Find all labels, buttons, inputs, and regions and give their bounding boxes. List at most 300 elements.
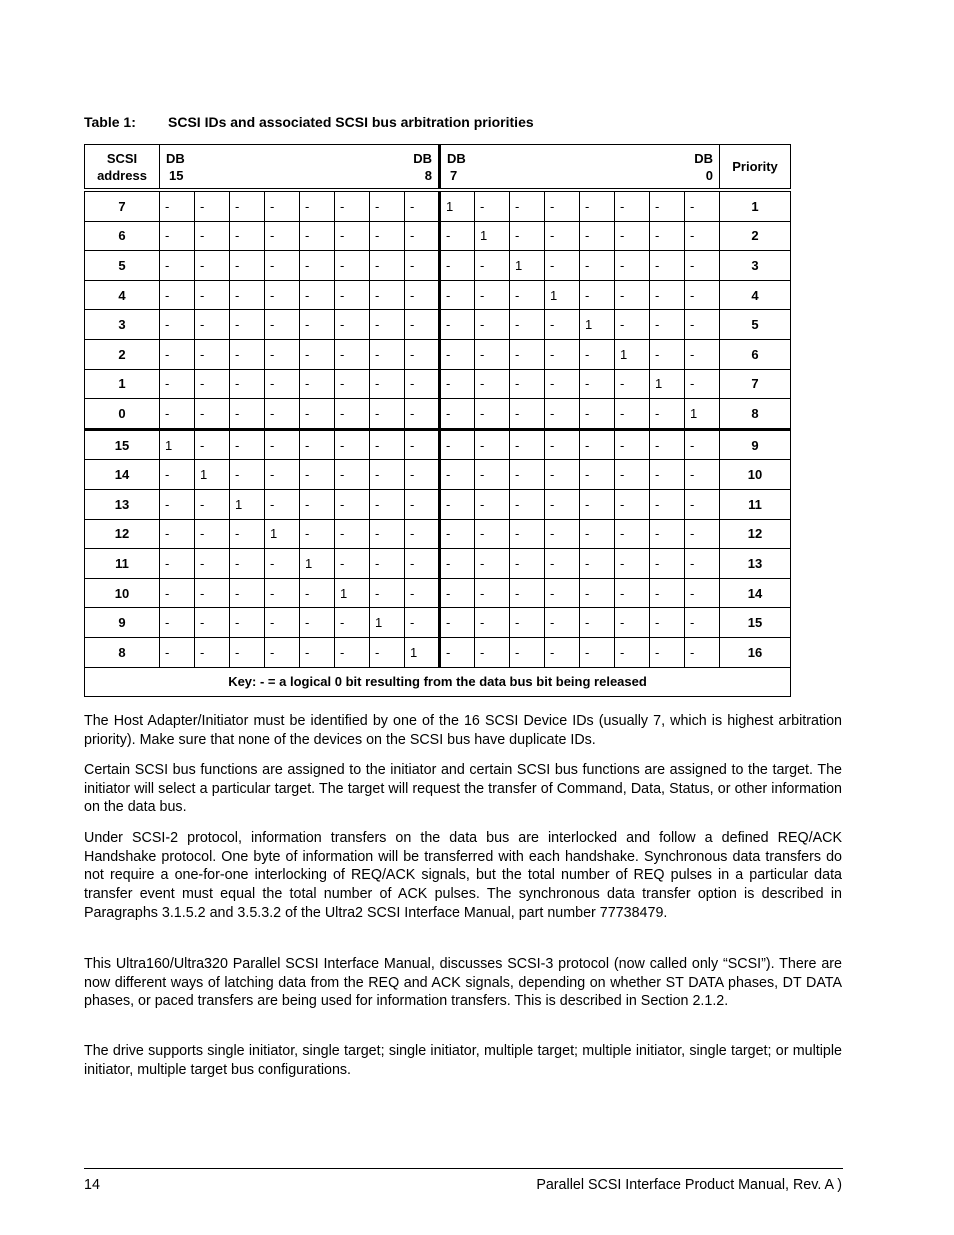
cell-bit-db14: -	[195, 221, 230, 251]
cell-bit-db12: -	[265, 460, 300, 490]
cell-bit-db14: -	[195, 429, 230, 460]
cell-priority: 10	[720, 460, 791, 490]
cell-bit-db4: -	[545, 519, 580, 549]
table-key-row	[85, 667, 791, 696]
cell-priority: 12	[720, 519, 791, 549]
cell-bit-db5: -	[510, 608, 545, 638]
table-body	[85, 190, 791, 667]
cell-bit-db14: -	[195, 489, 230, 519]
scsi-id-priority-table	[84, 144, 791, 697]
cell-bit-db10: -	[335, 399, 370, 430]
cell-bit-db7: -	[440, 578, 475, 608]
cell-bit-db0: -	[685, 578, 720, 608]
cell-bit-db0: -	[685, 280, 720, 310]
cell-bit-db9: -	[370, 429, 405, 460]
cell-priority: 4	[720, 280, 791, 310]
cell-bit-db9: -	[370, 369, 405, 399]
cell-bit-db14: -	[195, 578, 230, 608]
cell-bit-db2: -	[615, 460, 650, 490]
cell-priority: 1	[720, 190, 791, 221]
cell-bit-db12: -	[265, 280, 300, 310]
cell-bit-db9: -	[370, 310, 405, 340]
cell-bit-db9: -	[370, 251, 405, 281]
cell-bit-db14: -	[195, 369, 230, 399]
cell-bit-db6: 1	[475, 221, 510, 251]
cell-bit-db5: -	[510, 221, 545, 251]
cell-bit-db7: -	[440, 489, 475, 519]
cell-bit-db7: -	[440, 280, 475, 310]
cell-bit-db5: -	[510, 637, 545, 667]
cell-bit-db0: -	[685, 460, 720, 490]
cell-bit-db12: -	[265, 608, 300, 638]
cell-bit-db2: -	[615, 608, 650, 638]
cell-bit-db9: -	[370, 549, 405, 579]
cell-bit-db8: -	[405, 221, 440, 251]
cell-bit-db11: -	[300, 339, 335, 369]
cell-bit-db4: -	[545, 339, 580, 369]
cell-priority: 15	[720, 608, 791, 638]
cell-bit-db4: -	[545, 637, 580, 667]
cell-bit-db2: -	[615, 637, 650, 667]
cell-bit-db2: -	[615, 310, 650, 340]
table-header-row	[85, 145, 791, 191]
cell-bit-db8: -	[405, 429, 440, 460]
cell-bit-db4: -	[545, 310, 580, 340]
cell-bit-db3: -	[580, 549, 615, 579]
cell-bit-db12: -	[265, 549, 300, 579]
cell-bit-db6: -	[475, 637, 510, 667]
paragraph-bus-functions: Certain SCSI bus functions are assigned to the initiator and certain SCSI bus functions are assigned to the target. The initiator will select a particular target. The target will request the transfer of Command, Data, Status, or other information on the data bus.	[84, 762, 842, 816]
cell-bit-db9: -	[370, 578, 405, 608]
cell-bit-db0: -	[685, 339, 720, 369]
cell-bit-db6: -	[475, 489, 510, 519]
paragraph-bus-configurations: The drive supports single initiator, single target; single initiator, multiple target; multiple initiator, single target; or multiple initiator, multiple target bus configurations.	[84, 1043, 842, 1078]
cell-bit-db3: -	[580, 578, 615, 608]
cell-bit-db0: -	[685, 251, 720, 281]
cell-bit-db7: -	[440, 251, 475, 281]
cell-bit-db11: -	[300, 369, 335, 399]
cell-scsi-address: 10	[85, 578, 160, 608]
cell-bit-db0: -	[685, 637, 720, 667]
paragraph-scsi2-protocol: Under SCSI-2 protocol, information transfers on the data bus are interlocked and follow a defined REQ/ACK Handshake protocol. One byte of information will be transferred with each handshake. Synchronous data transfers do not require a one-for-one interlocking of REQ/ACK signals, but the total number of REQ pulses in a particular data transfer event must equal the total number of ACK pulses. The synchronous data transfer option is described in Paragraphs 3.1.5.2 and 3.5.3.2 of the Ultra2 SCSI Interface Manual, part number 77738479.	[84, 830, 842, 921]
cell-bit-db3: -	[580, 251, 615, 281]
cell-bit-db15: 1	[160, 429, 195, 460]
table-row	[85, 489, 791, 519]
cell-bit-db5: 1	[510, 251, 545, 281]
cell-bit-db14: -	[195, 190, 230, 221]
cell-bit-db5: -	[510, 429, 545, 460]
cell-priority: 2	[720, 221, 791, 251]
cell-priority: 9	[720, 429, 791, 460]
cell-bit-db3: -	[580, 608, 615, 638]
cell-bit-db3: -	[580, 190, 615, 221]
cell-bit-db12: -	[265, 637, 300, 667]
cell-bit-db8: -	[405, 399, 440, 430]
cell-bit-db1: -	[650, 399, 685, 430]
cell-bit-db0: -	[685, 190, 720, 221]
cell-bit-db3: -	[580, 460, 615, 490]
table-row	[85, 460, 791, 490]
cell-bit-db6: -	[475, 310, 510, 340]
cell-bit-db12: -	[265, 251, 300, 281]
cell-bit-db12: -	[265, 369, 300, 399]
header-db7-db0: DB 7 DB 0	[440, 145, 720, 191]
cell-bit-db15: -	[160, 339, 195, 369]
cell-bit-db4: -	[545, 251, 580, 281]
cell-bit-db2: -	[615, 280, 650, 310]
table-row	[85, 280, 791, 310]
cell-scsi-address: 12	[85, 519, 160, 549]
cell-bit-db3: -	[580, 489, 615, 519]
cell-bit-db13: -	[230, 339, 265, 369]
table-row	[85, 369, 791, 399]
cell-bit-db9: -	[370, 190, 405, 221]
cell-priority: 7	[720, 369, 791, 399]
cell-bit-db13: -	[230, 399, 265, 430]
cell-bit-db1: -	[650, 637, 685, 667]
cell-bit-db0: -	[685, 310, 720, 340]
table-row	[85, 251, 791, 281]
table-row	[85, 221, 791, 251]
cell-priority: 3	[720, 251, 791, 281]
cell-bit-db2: -	[615, 429, 650, 460]
cell-bit-db4: -	[545, 221, 580, 251]
cell-bit-db13: -	[230, 519, 265, 549]
cell-bit-db6: -	[475, 608, 510, 638]
cell-bit-db2: -	[615, 489, 650, 519]
cell-bit-db15: -	[160, 460, 195, 490]
cell-bit-db6: -	[475, 460, 510, 490]
cell-scsi-address: 3	[85, 310, 160, 340]
table-row	[85, 519, 791, 549]
cell-bit-db5: -	[510, 519, 545, 549]
header-priority: Priority	[720, 145, 791, 191]
cell-bit-db8: -	[405, 369, 440, 399]
cell-bit-db12: -	[265, 221, 300, 251]
cell-bit-db3: -	[580, 637, 615, 667]
cell-bit-db13: -	[230, 608, 265, 638]
cell-scsi-address: 0	[85, 399, 160, 430]
cell-bit-db8: -	[405, 251, 440, 281]
cell-scsi-address: 5	[85, 251, 160, 281]
cell-bit-db4: 1	[545, 280, 580, 310]
cell-bit-db2: -	[615, 578, 650, 608]
cell-priority: 11	[720, 489, 791, 519]
table-row	[85, 190, 791, 221]
cell-bit-db7: -	[440, 608, 475, 638]
cell-bit-db15: -	[160, 310, 195, 340]
cell-bit-db10: -	[335, 549, 370, 579]
cell-bit-db4: -	[545, 489, 580, 519]
cell-bit-db1: -	[650, 280, 685, 310]
cell-bit-db5: -	[510, 578, 545, 608]
paragraph-host-adapter: The Host Adapter/Initiator must be identified by one of the 16 SCSI Device IDs (usually 7, which is highest arbitration priority). Make sure that none of the devices on the SCSI bus have duplicate IDs.	[84, 713, 842, 748]
cell-scsi-address: 7	[85, 190, 160, 221]
cell-bit-db13: -	[230, 190, 265, 221]
cell-bit-db14: -	[195, 608, 230, 638]
cell-bit-db1: -	[650, 489, 685, 519]
cell-bit-db11: 1	[300, 549, 335, 579]
cell-priority: 5	[720, 310, 791, 340]
cell-bit-db4: -	[545, 578, 580, 608]
cell-bit-db12: -	[265, 429, 300, 460]
footer-manual-title: Parallel SCSI Interface Product Manual, Rev. A )	[536, 1177, 842, 1193]
cell-bit-db13: -	[230, 637, 265, 667]
table-row	[85, 310, 791, 340]
cell-priority: 14	[720, 578, 791, 608]
cell-bit-db9: -	[370, 519, 405, 549]
cell-bit-db4: -	[545, 399, 580, 430]
cell-bit-db6: -	[475, 339, 510, 369]
cell-bit-db15: -	[160, 519, 195, 549]
cell-bit-db1: -	[650, 460, 685, 490]
cell-bit-db8: -	[405, 190, 440, 221]
cell-bit-db13: -	[230, 429, 265, 460]
cell-bit-db12: 1	[265, 519, 300, 549]
cell-bit-db1: -	[650, 429, 685, 460]
cell-bit-db3: -	[580, 280, 615, 310]
cell-bit-db7: -	[440, 460, 475, 490]
cell-bit-db10: -	[335, 310, 370, 340]
cell-bit-db11: -	[300, 460, 335, 490]
cell-bit-db10: -	[335, 339, 370, 369]
cell-bit-db14: -	[195, 310, 230, 340]
cell-bit-db12: -	[265, 578, 300, 608]
cell-priority: 8	[720, 399, 791, 430]
cell-bit-db8: -	[405, 339, 440, 369]
cell-bit-db10: 1	[335, 578, 370, 608]
cell-bit-db15: -	[160, 489, 195, 519]
cell-bit-db4: -	[545, 608, 580, 638]
cell-bit-db4: -	[545, 190, 580, 221]
cell-bit-db14: -	[195, 519, 230, 549]
cell-bit-db9: -	[370, 221, 405, 251]
cell-scsi-address: 6	[85, 221, 160, 251]
cell-bit-db13: 1	[230, 489, 265, 519]
cell-bit-db6: -	[475, 280, 510, 310]
cell-bit-db10: -	[335, 190, 370, 221]
cell-bit-db11: -	[300, 608, 335, 638]
cell-priority: 13	[720, 549, 791, 579]
cell-bit-db3: -	[580, 399, 615, 430]
cell-bit-db11: -	[300, 519, 335, 549]
cell-bit-db4: -	[545, 369, 580, 399]
cell-bit-db12: -	[265, 339, 300, 369]
cell-bit-db13: -	[230, 549, 265, 579]
cell-bit-db9: -	[370, 339, 405, 369]
table-row	[85, 549, 791, 579]
cell-bit-db10: -	[335, 489, 370, 519]
cell-bit-db2: -	[615, 251, 650, 281]
cell-bit-db6: -	[475, 578, 510, 608]
cell-bit-db10: -	[335, 637, 370, 667]
cell-bit-db4: -	[545, 429, 580, 460]
cell-bit-db10: -	[335, 369, 370, 399]
cell-bit-db2: -	[615, 190, 650, 221]
cell-bit-db15: -	[160, 251, 195, 281]
cell-bit-db0: -	[685, 429, 720, 460]
cell-bit-db8: -	[405, 489, 440, 519]
cell-bit-db2: -	[615, 399, 650, 430]
cell-bit-db11: -	[300, 221, 335, 251]
cell-bit-db15: -	[160, 637, 195, 667]
cell-bit-db11: -	[300, 429, 335, 460]
cell-scsi-address: 15	[85, 429, 160, 460]
cell-scsi-address: 2	[85, 339, 160, 369]
cell-bit-db8: -	[405, 578, 440, 608]
cell-bit-db13: -	[230, 280, 265, 310]
cell-bit-db7: -	[440, 519, 475, 549]
cell-bit-db15: -	[160, 190, 195, 221]
cell-bit-db12: -	[265, 310, 300, 340]
cell-bit-db11: -	[300, 190, 335, 221]
footer-divider	[84, 1168, 843, 1169]
cell-bit-db14: 1	[195, 460, 230, 490]
cell-bit-db0: -	[685, 519, 720, 549]
cell-bit-db11: -	[300, 251, 335, 281]
cell-bit-db1: -	[650, 221, 685, 251]
cell-bit-db12: -	[265, 399, 300, 430]
cell-scsi-address: 11	[85, 549, 160, 579]
cell-bit-db15: -	[160, 399, 195, 430]
cell-bit-db3: -	[580, 221, 615, 251]
table-row	[85, 608, 791, 638]
cell-bit-db0: -	[685, 549, 720, 579]
cell-bit-db13: -	[230, 460, 265, 490]
cell-bit-db7: -	[440, 429, 475, 460]
cell-bit-db1: -	[650, 549, 685, 579]
cell-bit-db5: -	[510, 489, 545, 519]
cell-bit-db15: -	[160, 221, 195, 251]
cell-bit-db10: -	[335, 221, 370, 251]
cell-bit-db5: -	[510, 369, 545, 399]
cell-bit-db2: -	[615, 519, 650, 549]
cell-bit-db7: -	[440, 339, 475, 369]
table-caption-number: Table 1:	[84, 114, 136, 130]
table-row	[85, 399, 791, 430]
cell-bit-db9: -	[370, 637, 405, 667]
cell-bit-db5: -	[510, 190, 545, 221]
cell-bit-db11: -	[300, 578, 335, 608]
cell-bit-db2: -	[615, 369, 650, 399]
cell-bit-db3: -	[580, 429, 615, 460]
cell-bit-db9: -	[370, 399, 405, 430]
cell-bit-db6: -	[475, 549, 510, 579]
cell-bit-db11: -	[300, 280, 335, 310]
cell-scsi-address: 13	[85, 489, 160, 519]
table-caption	[84, 114, 534, 130]
cell-bit-db9: -	[370, 489, 405, 519]
cell-bit-db6: -	[475, 429, 510, 460]
cell-bit-db5: -	[510, 280, 545, 310]
cell-bit-db7: 1	[440, 190, 475, 221]
cell-bit-db1: -	[650, 190, 685, 221]
cell-bit-db5: -	[510, 460, 545, 490]
cell-priority: 6	[720, 339, 791, 369]
cell-bit-db8: 1	[405, 637, 440, 667]
cell-bit-db0: 1	[685, 399, 720, 430]
table-row	[85, 429, 791, 460]
cell-bit-db6: -	[475, 399, 510, 430]
table-key: Key: - = a logical 0 bit resulting from the data bus bit being released	[85, 667, 791, 696]
cell-bit-db15: -	[160, 369, 195, 399]
cell-bit-db10: -	[335, 429, 370, 460]
cell-bit-db8: -	[405, 310, 440, 340]
cell-bit-db8: -	[405, 608, 440, 638]
cell-bit-db2: 1	[615, 339, 650, 369]
cell-bit-db6: -	[475, 369, 510, 399]
cell-bit-db7: -	[440, 399, 475, 430]
cell-bit-db10: -	[335, 280, 370, 310]
cell-scsi-address: 4	[85, 280, 160, 310]
cell-bit-db0: -	[685, 489, 720, 519]
cell-bit-db10: -	[335, 251, 370, 281]
cell-bit-db5: -	[510, 339, 545, 369]
cell-bit-db13: -	[230, 221, 265, 251]
cell-bit-db14: -	[195, 280, 230, 310]
cell-bit-db5: -	[510, 310, 545, 340]
cell-bit-db1: 1	[650, 369, 685, 399]
paragraph-scsi3-protocol: This Ultra160/Ultra320 Parallel SCSI Interface Manual, discusses SCSI-3 protocol (now called only “SCSI”). There are now different ways of latching data from the REQ and ACK signals, depending on whether ST DATA phases, DT DATA phases, or paced transfers are being used for information transfers. This is described in Section 2.1.2.	[84, 956, 842, 1010]
cell-scsi-address: 14	[85, 460, 160, 490]
cell-bit-db0: -	[685, 221, 720, 251]
cell-bit-db15: -	[160, 608, 195, 638]
cell-bit-db1: -	[650, 519, 685, 549]
cell-scsi-address: 1	[85, 369, 160, 399]
footer-page-number: 14	[84, 1177, 100, 1193]
cell-bit-db12: -	[265, 489, 300, 519]
cell-bit-db7: -	[440, 369, 475, 399]
cell-bit-db7: -	[440, 549, 475, 579]
cell-bit-db1: -	[650, 310, 685, 340]
cell-bit-db0: -	[685, 369, 720, 399]
cell-bit-db11: -	[300, 489, 335, 519]
cell-bit-db7: -	[440, 637, 475, 667]
cell-bit-db14: -	[195, 251, 230, 281]
cell-bit-db1: -	[650, 578, 685, 608]
cell-scsi-address: 9	[85, 608, 160, 638]
cell-bit-db11: -	[300, 399, 335, 430]
cell-bit-db1: -	[650, 608, 685, 638]
table-caption-title: SCSI IDs and associated SCSI bus arbitration priorities	[168, 114, 534, 130]
cell-bit-db8: -	[405, 280, 440, 310]
table-row	[85, 578, 791, 608]
cell-bit-db8: -	[405, 460, 440, 490]
cell-bit-db15: -	[160, 578, 195, 608]
cell-bit-db11: -	[300, 310, 335, 340]
cell-bit-db8: -	[405, 549, 440, 579]
cell-bit-db15: -	[160, 549, 195, 579]
cell-bit-db1: -	[650, 251, 685, 281]
cell-bit-db14: -	[195, 637, 230, 667]
cell-bit-db13: -	[230, 251, 265, 281]
cell-bit-db5: -	[510, 549, 545, 579]
cell-bit-db15: -	[160, 280, 195, 310]
cell-bit-db3: -	[580, 339, 615, 369]
cell-bit-db2: -	[615, 221, 650, 251]
cell-bit-db14: -	[195, 339, 230, 369]
cell-bit-db3: -	[580, 369, 615, 399]
cell-bit-db13: -	[230, 310, 265, 340]
cell-bit-db13: -	[230, 369, 265, 399]
cell-bit-db3: 1	[580, 310, 615, 340]
table-row	[85, 637, 791, 667]
cell-bit-db4: -	[545, 549, 580, 579]
cell-bit-db4: -	[545, 460, 580, 490]
cell-bit-db10: -	[335, 608, 370, 638]
cell-bit-db7: -	[440, 310, 475, 340]
cell-bit-db6: -	[475, 519, 510, 549]
